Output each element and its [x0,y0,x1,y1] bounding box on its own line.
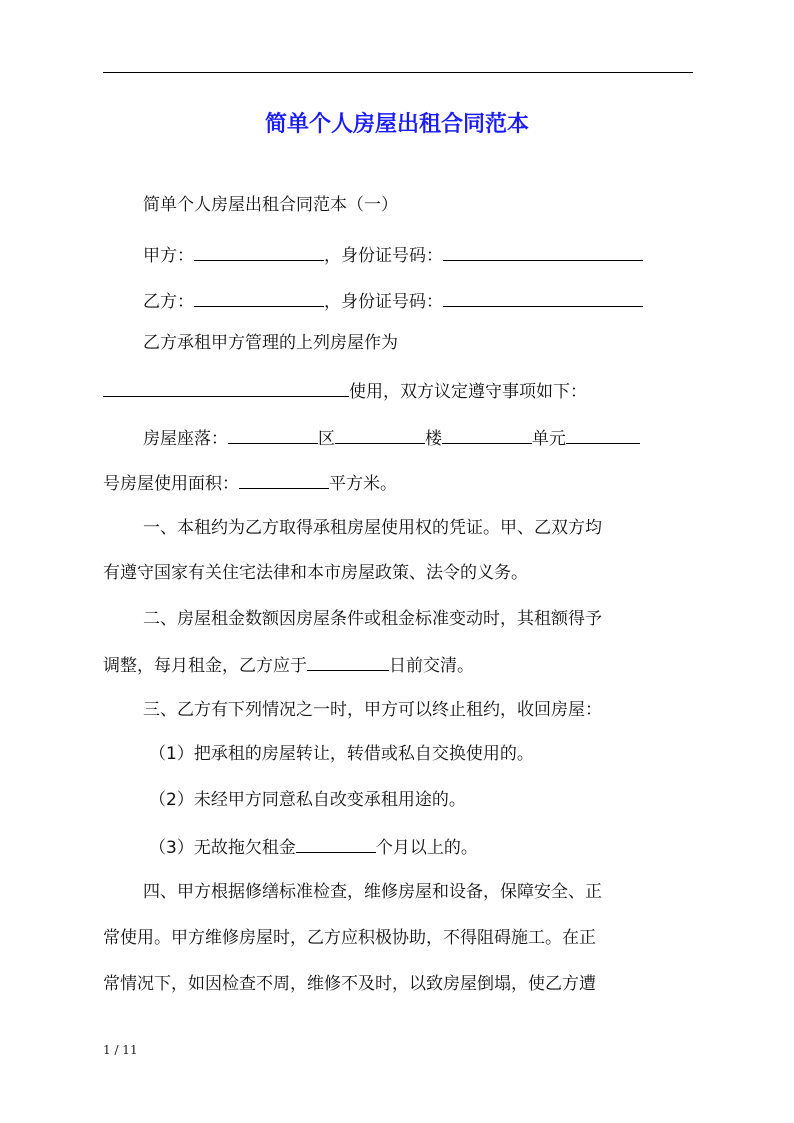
party-b-label: 乙方： [143,292,194,312]
area-prefix: 号房屋使用面积： [103,474,239,494]
clause-1-line-b: 有遵守国家有关住宅法律和本市房屋政策、法令的义务。 [103,563,528,583]
clause-3-item-1: （1）把承租的房屋转让，转借或私自交换使用的。 [149,744,534,764]
intro-line-2-text: 使用，双方议定遵守事项如下： [349,382,587,402]
location-line [103,425,733,451]
unit-label: 单元 [532,429,566,449]
party-b-id-label: ，身份证号码： [324,292,443,312]
header-rule [103,72,693,73]
clause-2-line-b [103,652,693,678]
clause-4-line-c: 常情况下，如因检查不周，维修不及时，以致房屋倒塌，使乙方遭 [103,974,596,994]
clause-3-item-2: （2）未经甲方同意私自改变承租用途的。 [149,790,466,810]
party-b-name-blank[interactable] [194,288,324,307]
rent-day-blank[interactable] [307,652,389,671]
clause-3-item-3-post: 个月以上的。 [375,838,478,858]
clause-3-item-3-pre: （3）无故拖欠租金 [149,838,296,858]
area-suffix: 平方米。 [329,474,397,494]
clause-2-line-a: 二、房屋租金数额因房屋条件或租金标准变动时，其租额得予 [143,609,602,629]
area-blank[interactable] [239,470,329,489]
building-blank[interactable] [442,425,532,444]
party-a-id-blank[interactable] [443,242,643,261]
overdue-months-blank[interactable] [296,834,376,853]
area-line [103,470,693,496]
unit-blank[interactable] [566,425,640,444]
party-b-id-blank[interactable] [443,288,643,307]
intro-line-2 [103,378,693,404]
district-blank[interactable] [335,425,425,444]
clause-4-line-b: 常使用。甲方维修房屋时，乙方应积极协助，不得阻碍施工。在正 [103,928,596,948]
party-a-label: 甲方： [143,246,194,266]
page-number: 1 / 11 [103,1043,138,1057]
party-a-name-blank[interactable] [194,242,324,261]
party-b-line [103,288,733,314]
clause-2-line-b-post: 日前交清。 [389,656,474,676]
location-label: 房屋座落： [143,429,228,449]
clause-4-line-a: 四、甲方根据修缮标准检查，维修房屋和设备，保障安全、正 [143,882,602,902]
usage-blank[interactable] [103,378,349,397]
clause-3-item-3 [103,834,739,860]
intro-line-1: 乙方承租甲方管理的上列房屋作为 [143,333,398,353]
district-label: 区 [318,429,335,449]
building-label: 楼 [425,429,442,449]
location-blank-1[interactable] [228,425,318,444]
clause-1-line-a: 一、本租约为乙方取得承租房屋使用权的凭证。甲、乙双方均 [143,518,602,538]
clause-2-line-b-pre: 调整，每月租金，乙方应于 [103,656,307,676]
party-a-id-label: ，身份证号码： [324,246,443,266]
subtitle: 简单个人房屋出租合同范本（一） [143,195,398,215]
party-a-line [103,242,733,268]
document-title: 简单个人房屋出租合同范本 [264,112,529,137]
clause-3-line: 三、乙方有下列情况之一时，甲方可以终止租约，收回房屋： [143,700,602,720]
